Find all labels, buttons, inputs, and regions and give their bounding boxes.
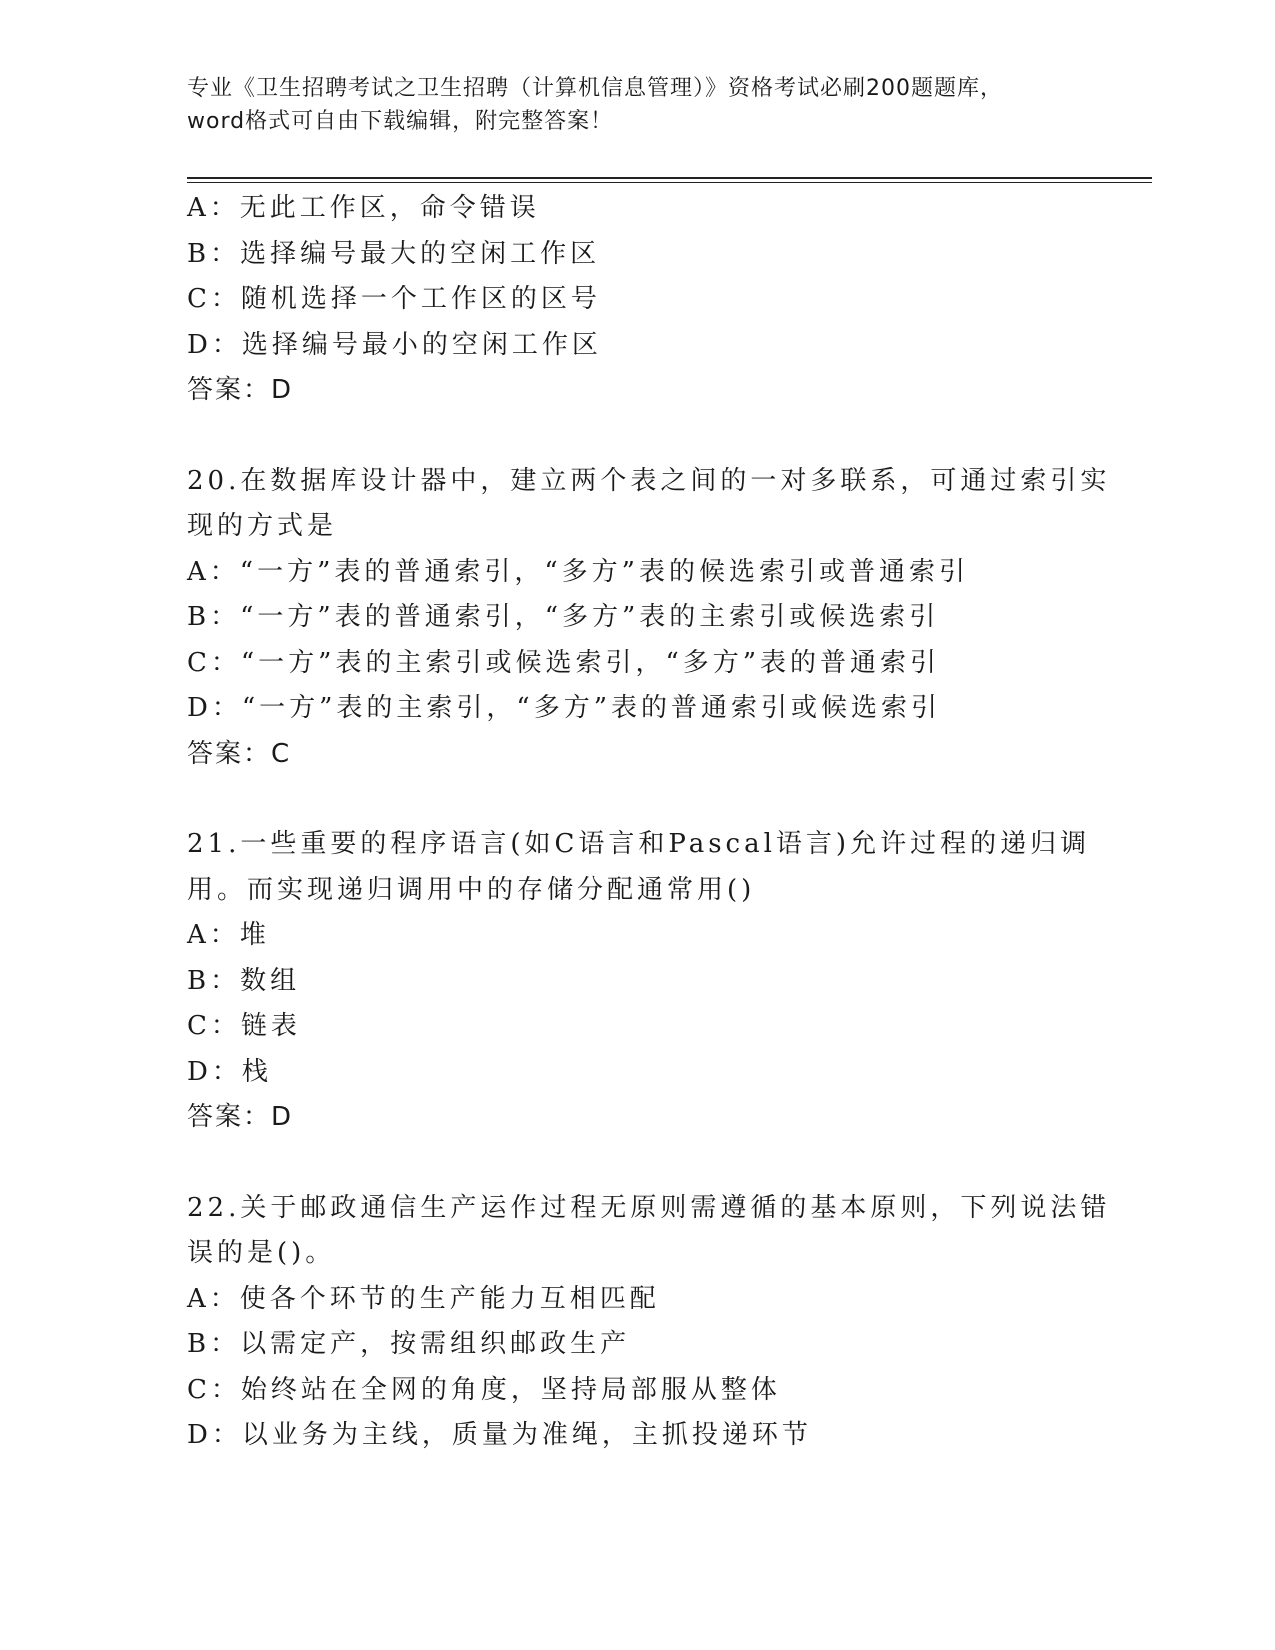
option-c: C：“一方”表的主索引或候选索引，“多方”表的普通索引 bbox=[187, 647, 941, 678]
header-line-2: word格式可自由下载编辑，附完整答案！ bbox=[187, 109, 614, 134]
question-partial bbox=[187, 186, 1087, 414]
question-text-line-2: 现的方式是 bbox=[187, 511, 338, 541]
answer-line: 答案：D bbox=[187, 1102, 294, 1132]
option-c: C：始终站在全网的角度，坚持局部服从整体 bbox=[187, 1374, 781, 1405]
option-c: C：链表 bbox=[187, 1011, 301, 1041]
question-21 bbox=[187, 822, 1091, 1141]
option-c: C：随机选择一个工作区的区号 bbox=[187, 284, 601, 314]
option-a: A：“一方”表的普通索引，“多方”表的候选索引或普通索引 bbox=[187, 556, 969, 587]
question-20 bbox=[187, 459, 1111, 778]
question-22 bbox=[187, 1186, 1111, 1459]
question-text-line-2: 误的是()。 bbox=[187, 1238, 336, 1268]
option-d: D：以业务为主线，质量为准绳，主抓投递环节 bbox=[187, 1420, 812, 1450]
option-b: B：“一方”表的普通索引，“多方”表的主索引或候选索引 bbox=[187, 602, 940, 632]
option-d: D：栈 bbox=[187, 1056, 272, 1087]
question-content bbox=[187, 186, 1111, 1459]
option-a: A：无此工作区，命令错误 bbox=[187, 193, 540, 223]
option-a: A：使各个环节的生产能力互相匹配 bbox=[187, 1283, 660, 1314]
option-a: A：堆 bbox=[187, 920, 270, 950]
answer-line: 答案：D bbox=[187, 375, 294, 405]
option-b: B：数组 bbox=[187, 965, 301, 996]
header-rule-thick bbox=[187, 177, 1152, 179]
question-text-line-1: 20.在数据库设计器中，建立两个表之间的一对多联系，可通过索引实 bbox=[187, 465, 1111, 496]
option-b: B：选择编号最大的空闲工作区 bbox=[187, 238, 601, 269]
question-text-line-1: 22.关于邮政通信生产运作过程无原则需遵循的基本原则，下列说法错 bbox=[187, 1192, 1111, 1223]
option-b: B：以需定产，按需组织邮政生产 bbox=[187, 1329, 631, 1359]
answer-line: 答案：C bbox=[187, 738, 292, 769]
question-text-line-1: 21.一些重要的程序语言(如C语言和Pascal语言)允许过程的递归调 bbox=[187, 829, 1091, 859]
option-d: D：“一方”表的主索引，“多方”表的普通索引或候选索引 bbox=[187, 693, 942, 723]
document-header bbox=[187, 72, 1087, 138]
option-d: D：选择编号最小的空闲工作区 bbox=[187, 329, 602, 360]
question-text-line-2: 用。而实现递归调用中的存储分配通常用() bbox=[187, 874, 756, 905]
header-rule-thin bbox=[187, 182, 1152, 183]
header-line-1: 专业《卫生招聘考试之卫生招聘（计算机信息管理）》资格考试必刷200题题库， bbox=[187, 76, 1003, 101]
